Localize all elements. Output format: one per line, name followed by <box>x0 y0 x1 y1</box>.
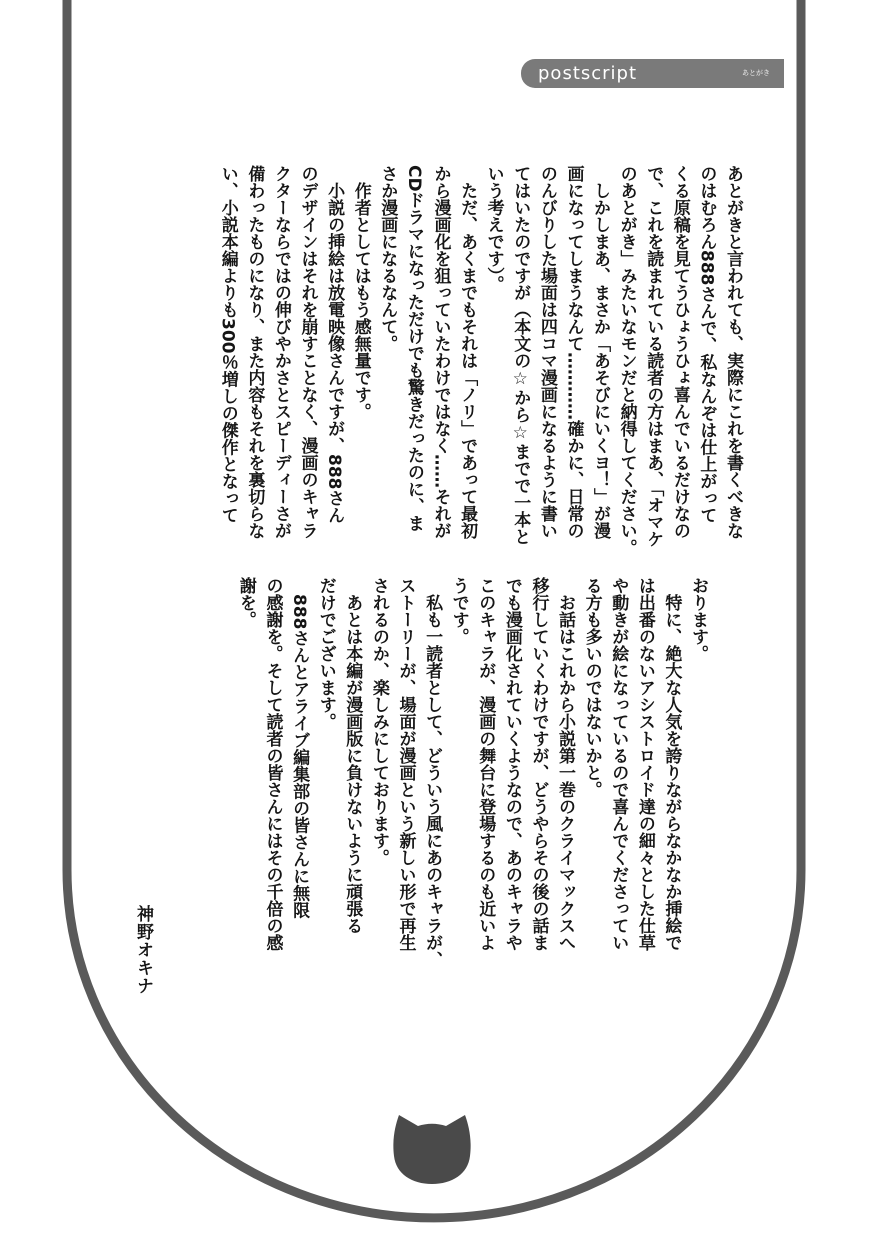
text-line: あとは本編が漫画版に負けないように頑張る <box>342 577 363 934</box>
text-line: 小説の挿絵は放電映像さんですが、888さん <box>324 165 345 524</box>
text-line: あとがきと言われても、実際にこれを書くべきな <box>723 165 743 539</box>
body-text-bottom <box>232 577 711 1037</box>
text-line: CDドラマになっただけでも驚きだったのに、ま <box>403 165 424 532</box>
text-line: 特に、絶大な人気を誇りながらなかなか挿絵で <box>661 577 682 951</box>
text-line: だけでございます。 <box>315 577 336 730</box>
text-line: うです。 <box>448 577 469 645</box>
text-line: 作者としてはもう感無量です。 <box>350 165 371 420</box>
text-line: くる原稿を見てうひょうひょ喜んでいるだけなの <box>669 165 690 539</box>
text-line: さか漫画になるなんて。 <box>377 165 398 352</box>
text-line: ストーリーが、場面が漫画という新しい形で再生 <box>395 577 416 951</box>
page-subtitle: あとがき <box>742 69 770 77</box>
text-line: 画になってしまうなんて…………確かに、日常の <box>563 165 584 539</box>
text-line: の感謝を。そして読者の皆さんにはその千倍の感 <box>262 577 283 951</box>
text-line: お話はこれから小説第一巻のクライマックスへ <box>555 577 576 951</box>
text-line: 888さんとアライブ編集部の皆さんに無限 <box>289 577 310 919</box>
author-signature: 神野オキナ <box>133 905 153 995</box>
text-line: 備わったものになり、また内容もそれを裏切らな <box>244 165 265 539</box>
text-line: は出番のないアシストロイド達の細々とした仕草 <box>634 577 655 951</box>
text-line: 私も一読者として、どういう風にあのキャラが、 <box>422 577 443 968</box>
text-line: されるのか、楽しみにしております。 <box>368 577 389 866</box>
text-line: のデザインはそれを崩すことなく、漫画のキャラ <box>297 165 318 539</box>
text-line: や動きが絵になっているので喜んでくださってい <box>608 577 629 951</box>
text-line: から漫画化を狙っていたわけではなく……それが <box>430 165 451 539</box>
text-line: クターならではの伸びやかさとスピーディーさが <box>270 165 291 539</box>
text-line: い、小説本編よりも300％増しの傑作となって <box>217 165 238 524</box>
text-line: おります。 <box>688 577 708 662</box>
text-line: のはむろん888さんで、私なんぞは仕上がって <box>696 165 717 524</box>
text-line: で、これを読まれている読者の方はまあ、「オマケ <box>643 165 664 548</box>
text-line: いう考えです）。 <box>483 165 504 293</box>
text-line: る方も多いのではないかと。 <box>581 577 602 798</box>
cat-head-icon <box>393 1115 470 1184</box>
text-line: てはいたのですが（本文の☆から☆までで一本と <box>510 165 531 545</box>
page-title: postscript <box>538 63 638 84</box>
text-line: ただ、あくまでもそれは「ノリ」であって最初 <box>457 165 478 539</box>
text-line: このキャラが、漫画の舞台に登場するのも近いよ <box>475 577 496 951</box>
text-line: しかしまあ、まさか「あそびにいくヨ！」が漫 <box>590 165 611 539</box>
text-line: のんびりした場面は四コマ漫画になるように書い <box>536 165 557 539</box>
text-line: 移行していくわけですが、どうやらその後の話ま <box>528 577 549 951</box>
text-line: のあとがき」みたいなモンだと納得してください。 <box>616 165 637 556</box>
text-line: 謝を。 <box>235 577 256 628</box>
text-line: でも漫画化されていくようなので、あのキャラや <box>501 577 522 951</box>
body-text-top <box>214 165 746 565</box>
